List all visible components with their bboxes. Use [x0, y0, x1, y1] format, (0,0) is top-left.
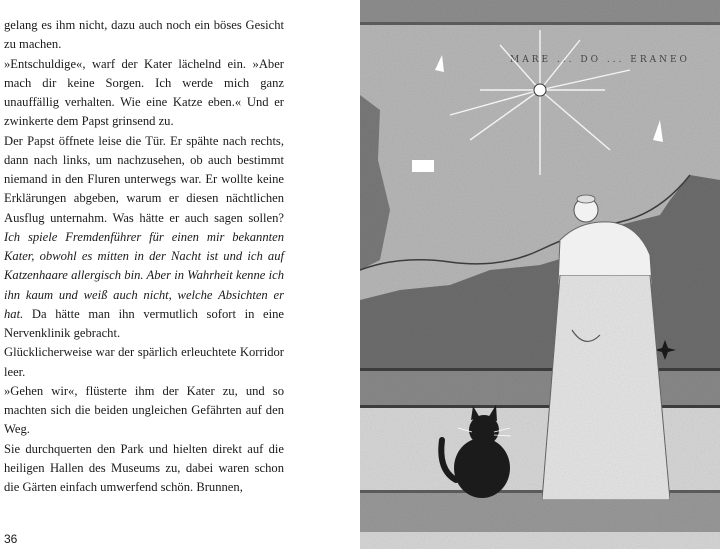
italic-thought: Ich spiele Fremdenführer für einen mir bekannten Kater, obwohl es mitten in der Nacht ist und ich auf Katzenhaare allergisch bin. Aber in Wahrheit kenne ich ihn kaum und weiß auch nicht, welche Absichten er hat.	[4, 229, 284, 321]
paragraph: »Entschuldige«, warf der Kater lächelnd ein. »Aber mach dir keine Sorgen. Ich werde mich ganz unauffällig verhalten. Wie eine Katze eben.« Und er zwinkerte dem Papst grinsend zu.	[4, 56, 284, 129]
paragraph: Sie durchquerten den Park und hielten direkt auf die heiligen Hallen des Museums zu, dabei waren schon die Gärten einfach umwerfend schön. Brunnen,	[4, 441, 284, 494]
paragraph: Glücklicherweise war der spärlich erleuchtete Korridor leer.	[4, 345, 284, 379]
paragraph: »Gehen wir«, flüsterte ihm der Kater zu, und so machten sich die beiden ungleichen Gefährten auf den Weg.	[4, 383, 284, 437]
small-ship	[412, 160, 434, 172]
frame-top	[360, 0, 720, 24]
page-number: 36	[4, 532, 18, 546]
illustration	[360, 0, 720, 549]
frame-bottom	[360, 368, 720, 408]
paragraph: Der Papst öffnete leise die Tür. Er spähte nach rechts, dann nach links, um nachzusehen, ob auch bestimmt niemand in den Fluren unterwegs war. Er wollte keine Erklärungen abgeben, warum er diesen nächtlichen Ausflug unternahm. Was hätte er auch sagen sollen? Ich spiele Fremdenführer für einen mir bekannten Kater, obwohl es mitten in der Nacht ist und ich auf Katzenhaare allergisch bin. Aber in Wahrheit kenne ich ihn kaum und weiß auch nicht, welche Absichten er hat. Da hätte man ihn vermutlich sofort in eine Nervenklinik gebracht.	[4, 133, 284, 340]
map-inscription: MARE ... DO ... ERANEO	[510, 55, 690, 65]
paragraph: gelang es ihm nicht, dazu auch noch ein böses Gesicht zu machen.	[4, 18, 284, 52]
body-text	[4, 16, 284, 497]
